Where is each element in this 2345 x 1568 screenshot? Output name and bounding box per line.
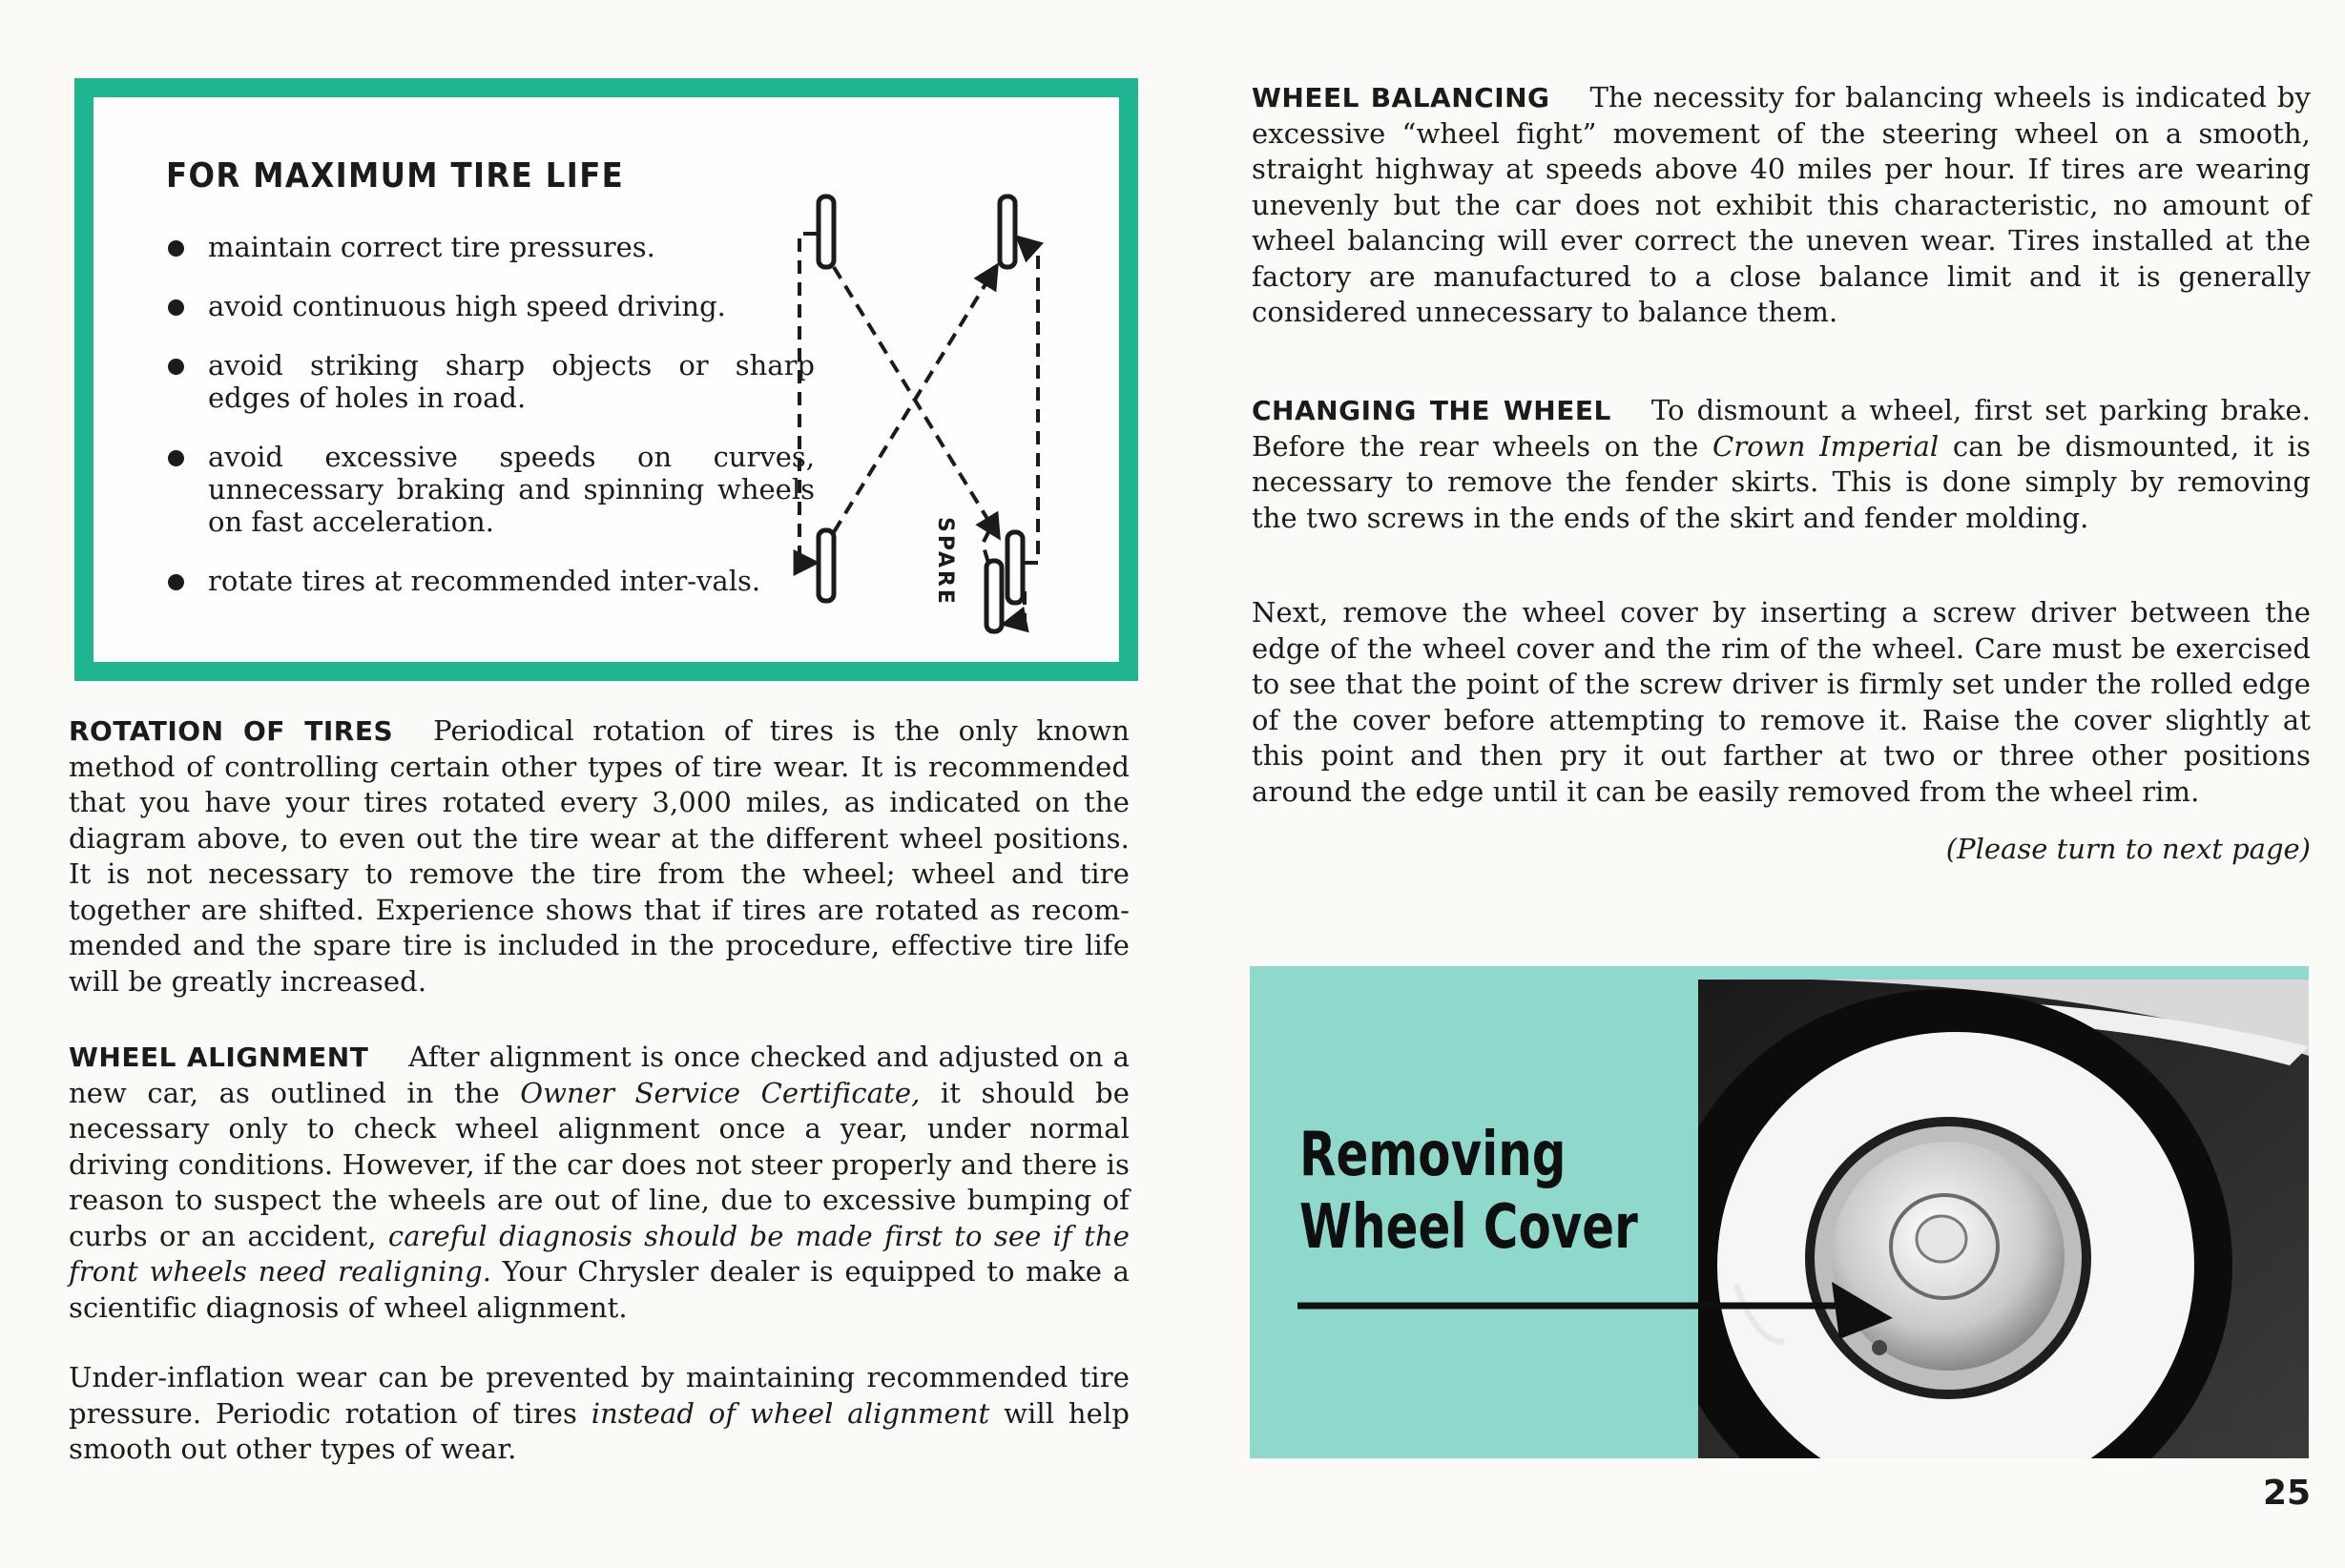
rotation-heading: ROTATION OF TIRES (69, 715, 394, 747)
tire-life-list (166, 231, 815, 624)
tire-rotation-diagram (761, 143, 1086, 639)
changing-heading: CHANGING THE WHEEL (1252, 395, 1611, 426)
removing-wheel-cover-panel (1250, 966, 2309, 1458)
tire-life-title: FOR MAXIMUM TIRE LIFE (166, 156, 625, 196)
page-number: 25 (2263, 1474, 2312, 1513)
spare-tire (986, 561, 1002, 631)
wheel-cover-photo (1698, 980, 2309, 1458)
bullet-icon (168, 240, 184, 257)
photo-title: Removing Wheel Cover (1299, 1120, 1638, 1263)
front-left-tire (819, 196, 834, 267)
bullet-icon (168, 359, 184, 375)
list-item: rotate tires at recommended inter-vals. (166, 565, 815, 597)
list-item: avoid excessive speeds on curves, unnecessary braking and spinning wheels on fast acceleration. (166, 441, 815, 538)
bullet-icon (168, 299, 184, 316)
tire-life-box-inner (93, 97, 1119, 662)
rotation-paragraph: ROTATION OF TIRES Periodical rotation of tires is the only known method of controlling certain other types of tire wear. It is recommended that you have your tires rotated every 3,000 miles, as indicated on the diagram above, to even out the tire wear at the different wheel positions. It is not necessary to remove the tire from the wheel; wheel and tire together are shifted. Experience shows that if tires are rotated as recom-mended and the spare tire is included in the procedure, effective tire life will be greatly increased. (69, 714, 1130, 998)
balancing-paragraph: WHEEL BALANCING The necessity for balancing wheels is indicated by excessive “wheel fight” movement of the steering wheel on a smooth, straight highway at speeds above 40 miles per hour. If tires are wearing unevenly but the car does not exhibit this characteristic, no amount of wheel balancing will ever correct the uneven wear. Tires installed at the factory are manufactured to a close balance limit and it is generally considered unnecessary to balance them. (1252, 81, 2311, 328)
list-item: avoid continuous high speed driving. (166, 290, 815, 322)
rear-right-tire (1007, 532, 1023, 603)
continued-note: (Please turn to next page) (1945, 833, 2311, 865)
rear-left-tire (819, 530, 834, 601)
underinflation-paragraph: Under-inflation wear can be prevented by maintaining recommended tire pressure. Periodic rotation of tires instead of wheel alignment will help smooth out other types of wear. (69, 1361, 1130, 1465)
changing-paragraph: CHANGING THE WHEEL To dismount a wheel, first set parking brake. Before the rear wheels on the Crown Imperial can be dismounted, it is necessary to remove the fender skirts. This is done simply by removing the two screws in the ends of the skirt and fender molding. (1252, 394, 2311, 534)
front-right-tire (1000, 196, 1015, 267)
alignment-heading: WHEEL ALIGNMENT (69, 1042, 369, 1073)
bullet-icon (168, 450, 184, 466)
balancing-heading: WHEEL BALANCING (1252, 82, 1550, 113)
cover-removal-paragraph: Next, remove the wheel cover by inserting a screw driver between the edge of the wheel cover and the rim of the wheel. Care must be exercised to see that the point of the screw driver is firmly set under the rolled edge of the cover before attempting to remove it. Raise the cover slightly at this point and then pry it out farther at two or three other positions around the edge until it can be easily removed from the wheel rim. (1252, 596, 2311, 808)
list-item: maintain correct tire pressures. (166, 231, 815, 263)
tire-life-box (74, 78, 1138, 681)
list-item: avoid striking sharp objects or sharp edges of holes in road. (166, 349, 815, 414)
bullet-icon (168, 574, 184, 590)
pointer-arrow-icon (1297, 1276, 1908, 1343)
spare-label: SPARE (933, 517, 957, 607)
alignment-paragraph: WHEEL ALIGNMENT After alignment is once checked and adjusted on a new car, as outlined in the Owner Service Certificate, it should be necessary only to check wheel alignment once a year, under normal driving conditions. However, if the car does not steer properly and there is reason to suspect the wheels are out of line, due to excessive bumping of curbs or an accident, careful diagnosis should be made first to see if the front wheels need realigning. Your Chrysler dealer is equipped to make a scientific diagnosis of wheel alignment. (69, 1041, 1131, 1324)
